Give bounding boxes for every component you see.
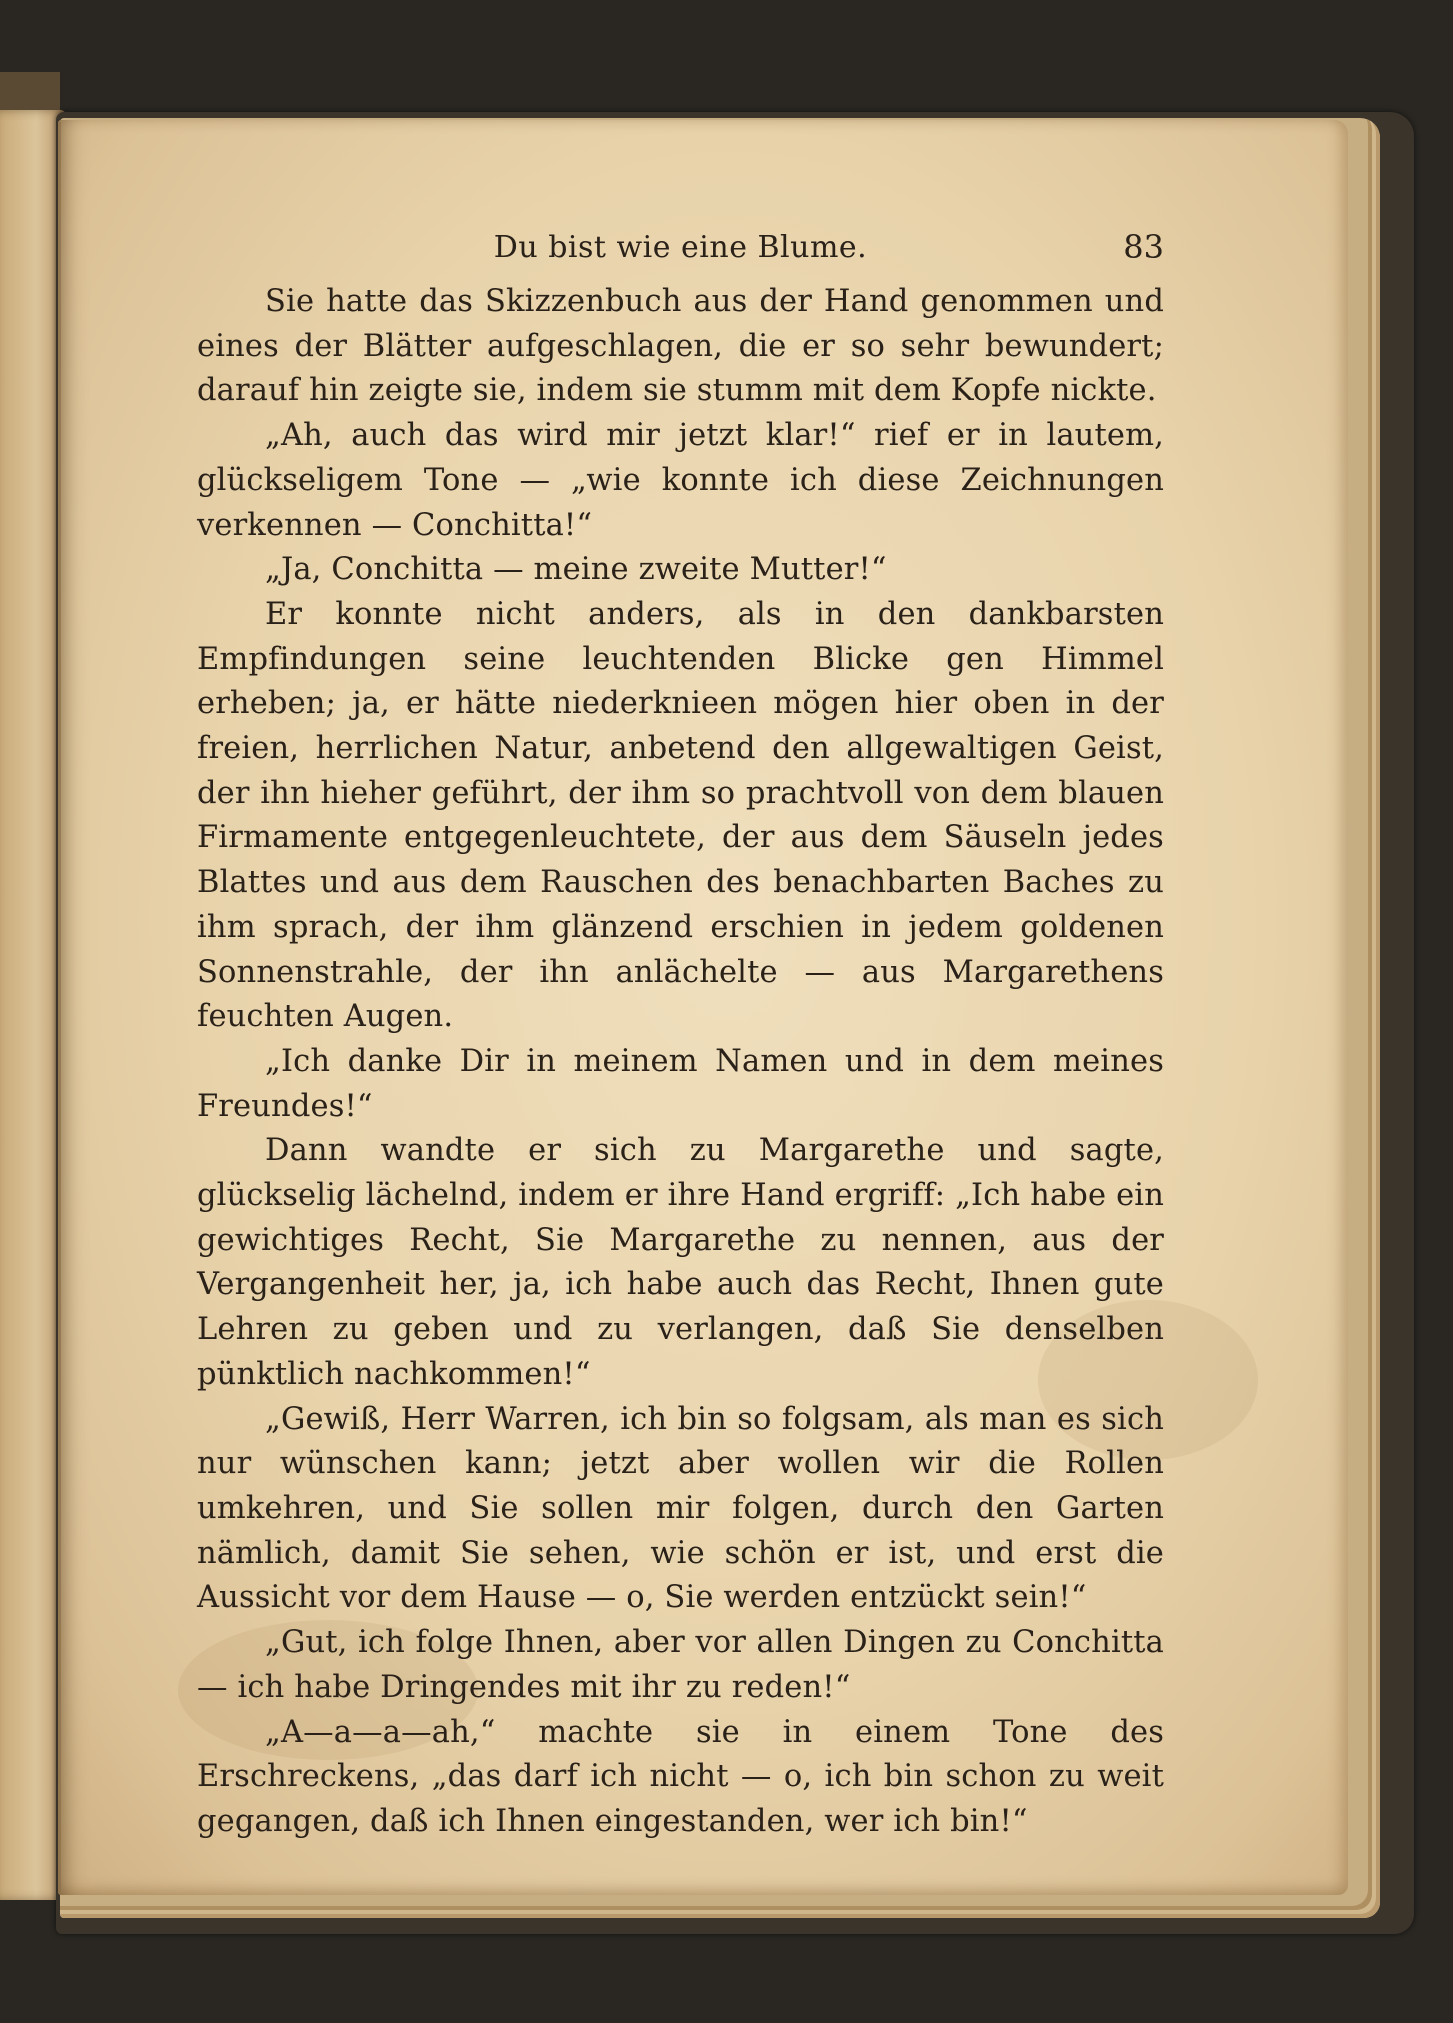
running-title: Du bist wie eine Blume.	[493, 230, 868, 265]
gutter-line	[58, 122, 61, 1892]
paragraph: „Gewiß, Herr Warren, ich bin so folgsam, als man es sich nur wünschen kann; jetzt aber wollen wir die Rollen umkehren, und Sie sollen mir folgen, durch den Garten nämlich, damit Sie sehen, wie schön er ist, und erst die Aussicht vor dem Hause — o, Sie werden entzückt sein!“	[197, 1401, 1164, 1616]
paragraph: Dann wandte er sich zu Margarethe und sagte, glückselig lächelnd, indem er ihre Hand ergriff: „Ich habe ein gewichtiges Recht, Sie Margarethe zu nennen, aus der Vergangenheit her, ja, ich habe auch das Recht, Ihnen gute Lehren zu geben und zu verlangen, daß Sie denselben pünktlich nachkommen!“	[197, 1133, 1164, 1392]
paragraph: Sie hatte das Skizzenbuch aus der Hand genommen und eines der Blätter aufgeschlagen, die er so sehr bewundert; darauf hin zeigte sie, indem sie stumm mit dem Kopfe nickte.	[197, 284, 1164, 409]
page-number: 83	[1123, 228, 1164, 266]
paragraph: „Gut, ich folge Ihnen, aber vor allen Dingen zu Conchitta — ich habe Dringendes mit ihr zu reden!“	[197, 1625, 1164, 1705]
paragraph: „Ich danke Dir in meinem Namen und in dem meines Freundes!“	[197, 1043, 1164, 1124]
paragraph: Er konnte nicht anders, als in den dankbarsten Empfindungen seine leuchtenden Blicke gen Himmel erheben; ja, er hätte niederknieen mögen hier oben in der freien, herrlichen Natur, anbetend den allgewaltigen Geist, der ihn hieher geführt, der ihm so prachtvoll von dem blauen Firmamente entgegenleuchtete, der aus dem Säuseln jedes Blattes und aus dem Rauschen des benachbarten Baches zu ihm sprach, der ihm glänzend erschien in jedem goldenen Sonnenstrahle, der ihn anlächelte — aus Margarethens feuchten Augen.	[197, 596, 1164, 1035]
body-text	[197, 280, 1164, 1845]
paragraph: „Ah, auch das wird mir jetzt klar!“ rief er in lautem, glückseligem Tone — „wie konnte ich diese Zeichnungen verkennen — Conchitta!“	[197, 418, 1164, 543]
paragraph: „A—a—a—ah,“ machte sie in einem Tone des Erschreckens, „das darf ich nicht — o, ich bin schon zu weit gegangen, daß ich Ihnen eingestanden, wer ich bin!“	[197, 1714, 1164, 1839]
paragraph: „Ja, Conchitta — meine zweite Mutter!“	[265, 552, 887, 588]
page-header	[197, 222, 1164, 274]
page-content	[197, 222, 1164, 1845]
